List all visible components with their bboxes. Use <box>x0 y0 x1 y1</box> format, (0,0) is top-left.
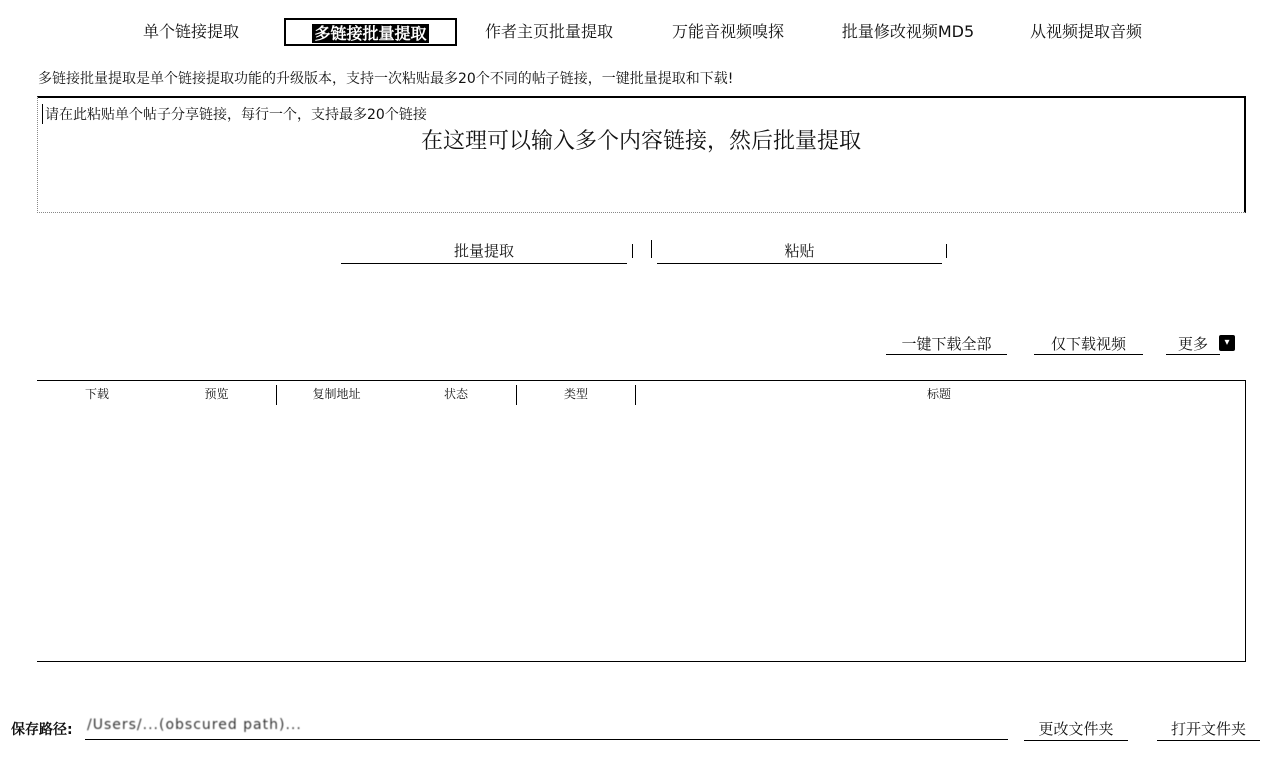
tab-universal-sniffer[interactable]: 万能音视频嗅探 <box>671 22 784 41</box>
column-header-title[interactable]: 标题 <box>926 387 951 401</box>
open-folder-button[interactable]: 打开文件夹 <box>1157 718 1260 741</box>
column-header-preview[interactable]: 预览 <box>157 385 277 405</box>
button-divider <box>946 244 947 258</box>
change-folder-button[interactable]: 更改文件夹 <box>1024 718 1128 741</box>
batch-extract-button[interactable]: 批量提取 <box>341 240 627 264</box>
tab-multi-link-batch[interactable] <box>284 18 457 46</box>
column-header-status[interactable]: 状态 <box>443 387 468 401</box>
feature-description: 多链接批量提取是单个链接提取功能的升级版本，支持一次粘贴最多20个不同的帖子链接，一键批量提取和下载! <box>38 71 734 87</box>
links-textarea[interactable] <box>37 96 1246 213</box>
more-button[interactable]: 更多 <box>1166 333 1220 355</box>
links-placeholder: 请在此粘贴单个帖子分享链接，每行一个，支持最多20个链接 <box>42 104 427 124</box>
save-path-label: 保存路径: <box>11 722 73 738</box>
column-header-download[interactable]: 下载 <box>84 387 109 401</box>
download-video-only-button[interactable]: 仅下载视频 <box>1034 333 1143 355</box>
column-header-copy-address[interactable]: 复制地址 <box>312 387 361 401</box>
paste-button[interactable]: 粘贴 <box>657 240 942 264</box>
results-table <box>37 380 1246 662</box>
tab-batch-md5[interactable]: 批量修改视频MD5 <box>841 22 975 41</box>
button-divider <box>651 240 652 258</box>
save-path-value: /Users/...(obscured path)... <box>87 717 302 733</box>
tab-extract-audio[interactable]: 从视频提取音频 <box>1029 22 1142 41</box>
button-divider <box>632 244 633 258</box>
dropdown-icon[interactable]: ▾ <box>1219 335 1235 351</box>
download-all-button[interactable]: 一键下载全部 <box>886 333 1007 355</box>
tab-author-homepage[interactable]: 作者主页批量提取 <box>484 22 613 41</box>
tab-single-link[interactable]: 单个链接提取 <box>142 22 239 41</box>
tab-multi-link-batch-label: 多链接批量提取 <box>314 24 427 43</box>
links-hint: 在这理可以输入多个内容链接，然后批量提取 <box>420 129 861 154</box>
column-header-type[interactable]: 类型 <box>516 385 636 405</box>
save-path-input[interactable] <box>85 714 1008 740</box>
